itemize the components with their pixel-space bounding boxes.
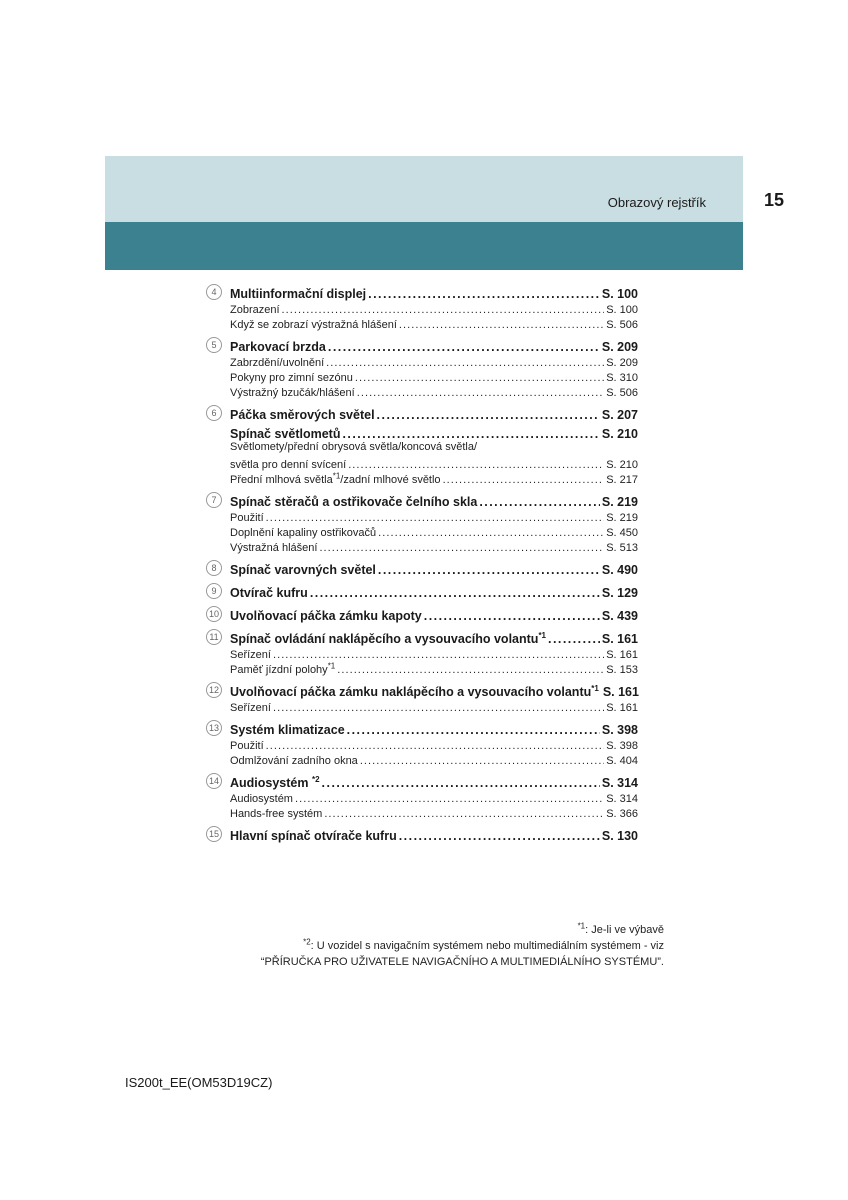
dot-leader — [337, 664, 604, 676]
subentry-label — [230, 661, 336, 676]
subentry-label: Když se zobrazí výstražná hlášení — [230, 319, 397, 331]
toc-subentry[interactable] — [206, 524, 638, 539]
toc-group — [206, 627, 638, 676]
footnote-marker: *2 — [311, 774, 320, 784]
dot-leader — [319, 542, 604, 554]
footnotes — [261, 922, 664, 970]
toc-subentry[interactable] — [206, 441, 638, 456]
dot-leader — [399, 319, 604, 331]
entry-label: Uvolňovací páčka zámku kapoty — [230, 609, 422, 623]
footnote-marker: *1 — [332, 471, 341, 481]
entry-label: Spínač varovných světel — [230, 563, 376, 577]
dot-leader — [399, 829, 600, 843]
entry-label: Spínač stěračů a ostřikovače čelního skla — [230, 495, 478, 509]
footnote-2-continued: “PŘÍRUČKA PRO UŽIVATELE NAVIGAČNÍHO A MULTIMEDIÁLNÍHO SYSTÉMU”. — [260, 956, 664, 968]
toc-subentry[interactable] — [206, 369, 638, 384]
toc-subentry[interactable] — [206, 737, 638, 752]
subentry-label: Doplnění kapaliny ostřikovačů — [230, 527, 377, 539]
circled-number-icon: 5 — [206, 337, 222, 353]
dot-leader — [378, 527, 604, 539]
entry-label: Systém klimatizace — [230, 723, 345, 737]
entry-page: S. 314 — [601, 776, 638, 790]
subentry-page: S. 314 — [606, 793, 638, 805]
toc-entry[interactable] — [206, 403, 638, 422]
dot-leader — [368, 287, 600, 301]
subentry-page: S. 219 — [606, 512, 638, 524]
toc-entry[interactable] — [206, 718, 638, 737]
footnote-text: : Je-li ve výbavě — [585, 924, 664, 936]
section-title: Obrazový rejstřík — [607, 195, 706, 210]
entry-label — [230, 685, 599, 699]
toc-subentry[interactable] — [206, 354, 638, 369]
footnote-marker: *2 — [303, 937, 311, 947]
subentry-page: S. 506 — [606, 387, 638, 399]
entry-label-text: Spínač ovládání naklápěcího a vysouvacího volantu — [230, 632, 539, 646]
dot-leader — [295, 793, 604, 805]
circled-number-icon: 4 — [206, 284, 222, 300]
dot-leader — [326, 357, 604, 369]
dot-leader — [548, 632, 600, 646]
dot-leader — [424, 609, 600, 623]
dot-leader — [282, 304, 605, 316]
subentry-label-text: Paměť jízdní polohy — [230, 664, 328, 676]
header-band-light — [105, 156, 743, 222]
entry-page: S. 161 — [602, 685, 639, 699]
toc-entry[interactable] — [206, 422, 638, 441]
subentry-label-part: /zadní mlhové světlo — [340, 474, 441, 486]
table-of-contents — [206, 282, 638, 847]
toc-subentry[interactable] — [206, 456, 638, 471]
toc-entry[interactable] — [206, 771, 638, 790]
toc-subentry[interactable] — [206, 471, 638, 486]
dot-leader — [310, 586, 600, 600]
entry-label: Multiinformační displej — [230, 287, 367, 301]
subentry-page: S. 450 — [606, 527, 638, 539]
subentry-page: S. 100 — [606, 304, 638, 316]
dot-leader — [377, 408, 600, 422]
toc-entry[interactable] — [206, 335, 638, 354]
entry-page: S. 490 — [601, 563, 638, 577]
footnote-1 — [261, 922, 664, 938]
document-code: IS200t_EE(OM53D19CZ) — [125, 1075, 273, 1090]
circled-number-icon: 15 — [206, 826, 222, 842]
dot-leader — [266, 740, 605, 752]
footnote-2 — [261, 938, 664, 954]
entry-label — [230, 776, 320, 790]
entry-label-text: Uvolňovací páčka zámku naklápěcího a vysouvacího volantu — [230, 685, 592, 699]
entry-page: S. 210 — [601, 427, 638, 441]
subentry-page: S. 506 — [606, 319, 638, 331]
subentry-label: Hands-free systém — [230, 808, 323, 820]
subentry-label: Použití — [230, 512, 264, 524]
circled-number-icon: 11 — [206, 629, 222, 645]
dot-leader — [266, 512, 605, 524]
subentry-label: Výstražná hlášení — [230, 542, 318, 554]
dot-leader — [443, 474, 605, 486]
dot-leader — [348, 459, 604, 471]
entry-label: Páčka směrových světel — [230, 408, 375, 422]
toc-subentry[interactable] — [206, 301, 638, 316]
subentry-label: Audiosystém — [230, 793, 293, 805]
circled-number-icon: 8 — [206, 560, 222, 576]
subentry-label: Zobrazení — [230, 304, 280, 316]
dot-leader — [479, 495, 600, 509]
toc-group — [206, 581, 638, 600]
entry-page: S. 130 — [601, 829, 638, 843]
dot-leader — [273, 649, 604, 661]
footnote-marker: *1 — [591, 683, 599, 693]
subentry-page: S. 161 — [606, 649, 638, 661]
subentry-page: S. 161 — [606, 702, 638, 714]
dot-leader — [273, 702, 604, 714]
subentry-label: Zabrzdění/uvolnění — [230, 357, 325, 369]
toc-subentry[interactable] — [206, 790, 638, 805]
subentry-page: S. 310 — [606, 372, 638, 384]
subentry-label: Výstražný bzučák/hlášení — [230, 387, 355, 399]
circled-number-icon: 9 — [206, 583, 222, 599]
dot-leader — [347, 723, 600, 737]
toc-group — [206, 490, 638, 554]
circled-number-icon: 6 — [206, 405, 222, 421]
toc-subentry[interactable] — [206, 661, 638, 676]
toc-entry[interactable] — [206, 604, 638, 623]
entry-label: Hlavní spínač otvírače kufru — [230, 829, 397, 843]
dot-leader — [378, 563, 600, 577]
toc-group — [206, 771, 638, 820]
subentry-page: S. 366 — [606, 808, 638, 820]
toc-group — [206, 680, 638, 714]
toc-entry[interactable] — [206, 558, 638, 577]
dot-leader — [357, 387, 604, 399]
entry-page: S. 161 — [601, 632, 638, 646]
entry-page: S. 398 — [601, 723, 638, 737]
toc-entry[interactable] — [206, 627, 638, 646]
subentry-label: Odmlžování zadního okna — [230, 755, 358, 767]
dot-leader — [324, 808, 604, 820]
entry-page: S. 129 — [601, 586, 638, 600]
toc-group — [206, 403, 638, 486]
subentry-label: Pokyny pro zimní sezónu — [230, 372, 353, 384]
subentry-page: S. 513 — [606, 542, 638, 554]
subentry-label-part: Přední mlhová světla — [230, 474, 333, 486]
dot-leader — [342, 427, 599, 441]
entry-page: S. 209 — [601, 340, 638, 354]
circled-number-icon: 13 — [206, 720, 222, 736]
footnote-marker: *1 — [577, 921, 586, 931]
toc-entry[interactable] — [206, 581, 638, 600]
footnote-marker: *1 — [327, 661, 336, 671]
toc-subentry[interactable] — [206, 752, 638, 767]
toc-entry[interactable] — [206, 680, 638, 699]
subentry-label — [230, 471, 441, 486]
subentry-page: S. 404 — [606, 755, 638, 767]
toc-entry[interactable] — [206, 490, 638, 509]
entry-label: Parkovací brzda — [230, 340, 326, 354]
subentry-page: S. 217 — [606, 474, 638, 486]
dot-leader — [322, 776, 600, 790]
toc-subentry[interactable] — [206, 509, 638, 524]
toc-subentry[interactable] — [206, 646, 638, 661]
entry-label: Spínač světlometů — [230, 427, 341, 441]
subentry-page: S. 209 — [606, 357, 638, 369]
circled-number-icon: 12 — [206, 682, 222, 698]
toc-group — [206, 718, 638, 767]
subentry-label: Použití — [230, 740, 264, 752]
entry-page: S. 219 — [601, 495, 638, 509]
toc-subentry[interactable] — [206, 699, 638, 714]
entry-page: S. 439 — [601, 609, 638, 623]
entry-page: S. 207 — [601, 408, 638, 422]
footnote-text: : U vozidel s navigačním systémem nebo multimediálním systémem - viz — [310, 940, 664, 952]
subentry-page: S. 210 — [606, 459, 638, 471]
subentry-page: S. 153 — [606, 664, 638, 676]
toc-group — [206, 824, 638, 843]
toc-subentry[interactable] — [206, 384, 638, 399]
dot-leader — [360, 755, 604, 767]
subentry-label: světla pro denní svícení — [230, 459, 347, 471]
toc-group — [206, 335, 638, 399]
toc-subentry[interactable] — [206, 539, 638, 554]
page-number: 15 — [763, 190, 784, 210]
subentry-label: Seřízení — [230, 702, 271, 714]
toc-entry[interactable] — [206, 282, 638, 301]
subentry-label: Seřízení — [230, 649, 271, 661]
entry-label — [230, 632, 546, 646]
entry-page: S. 100 — [601, 287, 638, 301]
footnote-marker: *1 — [538, 630, 546, 640]
toc-group — [206, 604, 638, 623]
toc-subentry[interactable] — [206, 805, 638, 820]
circled-number-icon: 10 — [206, 606, 222, 622]
entry-label: Otvírač kufru — [230, 586, 308, 600]
subentry-label: Světlomety/přední obrysová světla/koncová světla/ — [230, 441, 478, 453]
dot-leader — [328, 340, 600, 354]
circled-number-icon: 14 — [206, 773, 222, 789]
toc-group — [206, 282, 638, 331]
header-band-dark — [105, 222, 743, 270]
toc-entry[interactable] — [206, 824, 638, 843]
subentry-page: S. 398 — [606, 740, 638, 752]
circled-number-icon: 7 — [206, 492, 222, 508]
entry-label-text: Audiosystém — [230, 776, 309, 790]
toc-group — [206, 558, 638, 577]
dot-leader — [355, 372, 604, 384]
toc-subentry[interactable] — [206, 316, 638, 331]
